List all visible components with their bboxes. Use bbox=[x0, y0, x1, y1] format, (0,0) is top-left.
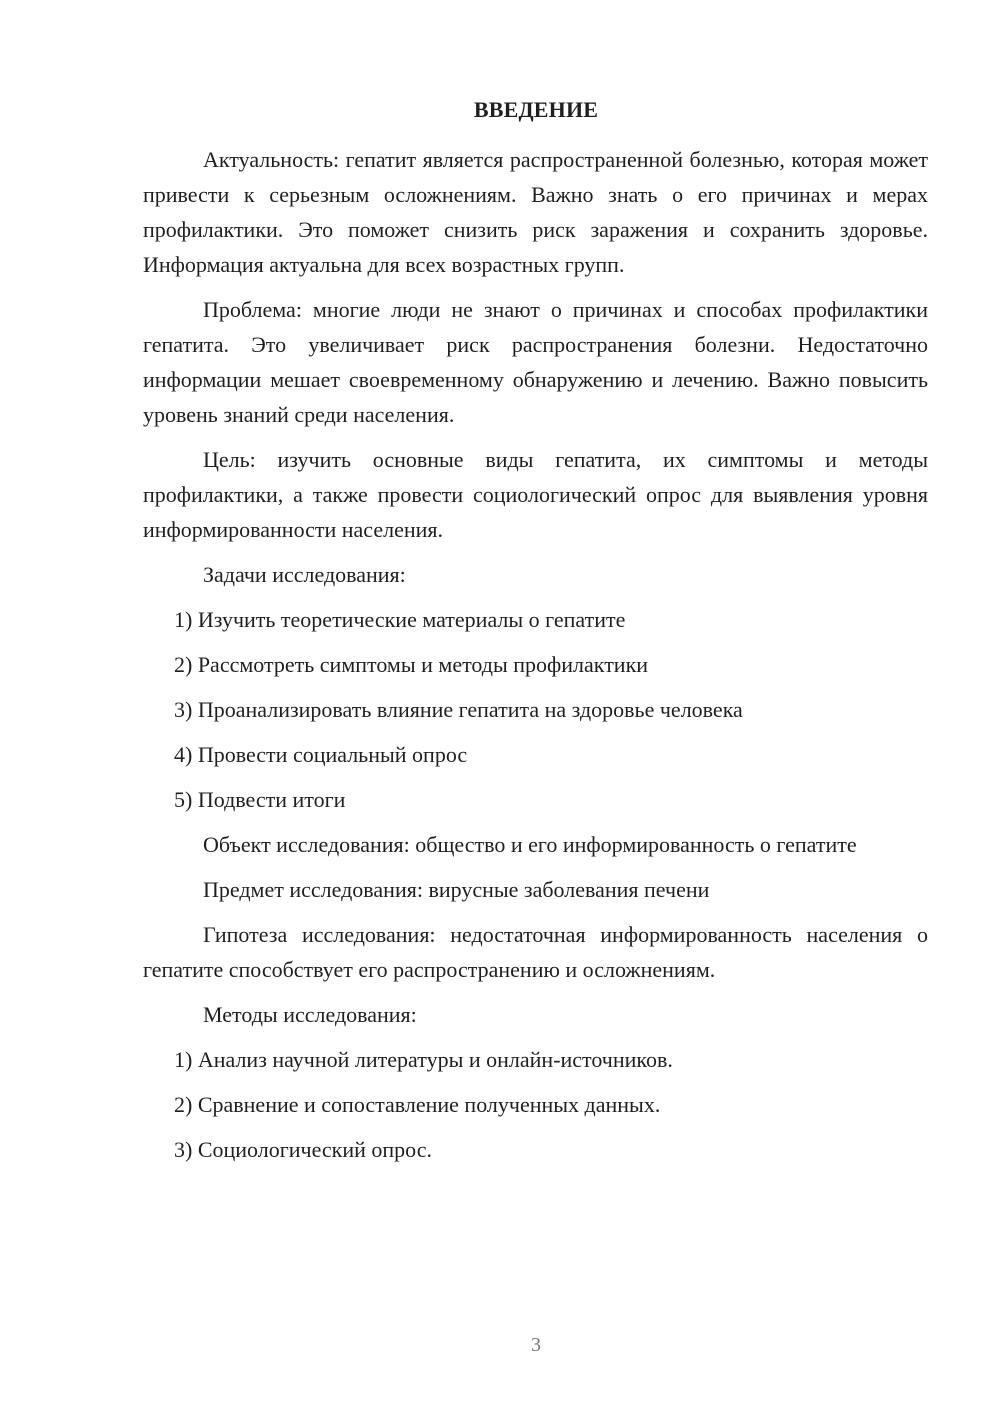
task-item: 5) Подвести итоги bbox=[174, 787, 346, 812]
method-item: 2) Сравнение и сопоставление полученных данных. bbox=[174, 1092, 661, 1117]
task-item: 3) Проанализировать влияние гепатита на здоровье человека bbox=[174, 697, 743, 722]
object-paragraph: Объект исследования: общество и его информированность о гепатите bbox=[203, 832, 857, 857]
task-item: 1) Изучить теоретические материалы о гепатите bbox=[174, 607, 626, 632]
task-item: 2) Рассмотреть симптомы и методы профилактики bbox=[174, 652, 649, 677]
page-title: ВВЕДЕНИЕ bbox=[473, 97, 599, 122]
task-item: 4) Провести социальный опрос bbox=[174, 742, 468, 767]
goal-paragraph: Цель: изучить основные виды гепатита, их симптомы и методы профилактики, а также провести социологический опрос для выявления уровня информированности населения. bbox=[143, 447, 928, 542]
problem-paragraph: Проблема: многие люди не знают о причинах и способах профилактики гепатита. Это увеличивает риск распространения болезни. Недостаточно информации мешает своевременному обнаружению и лечению. Важно повысить уровень знаний среди населения. bbox=[143, 297, 928, 427]
method-item: 1) Анализ научной литературы и онлайн-источников. bbox=[174, 1047, 673, 1072]
relevance-paragraph: Актуальность: гепатит является распространенной болезнью, которая может привести к серьезным осложнениям. Важно знать о его причинах и мерах профилактики. Это поможет снизить риск заражения и сохранить здоровье. Информация актуальна для всех возрастных групп. bbox=[143, 147, 928, 277]
subject-paragraph: Предмет исследования: вирусные заболевания печени bbox=[203, 877, 710, 902]
document-body bbox=[143, 142, 928, 1177]
hypothesis-paragraph: Гипотеза исследования: недостаточная информированность населения о гепатите способствует его распространению и осложнениям. bbox=[143, 922, 928, 982]
methods-heading: Методы исследования: bbox=[203, 1002, 417, 1027]
method-item: 3) Социологический опрос. bbox=[174, 1137, 432, 1162]
page-number: 3 bbox=[531, 1334, 541, 1356]
tasks-heading: Задачи исследования: bbox=[203, 562, 406, 587]
